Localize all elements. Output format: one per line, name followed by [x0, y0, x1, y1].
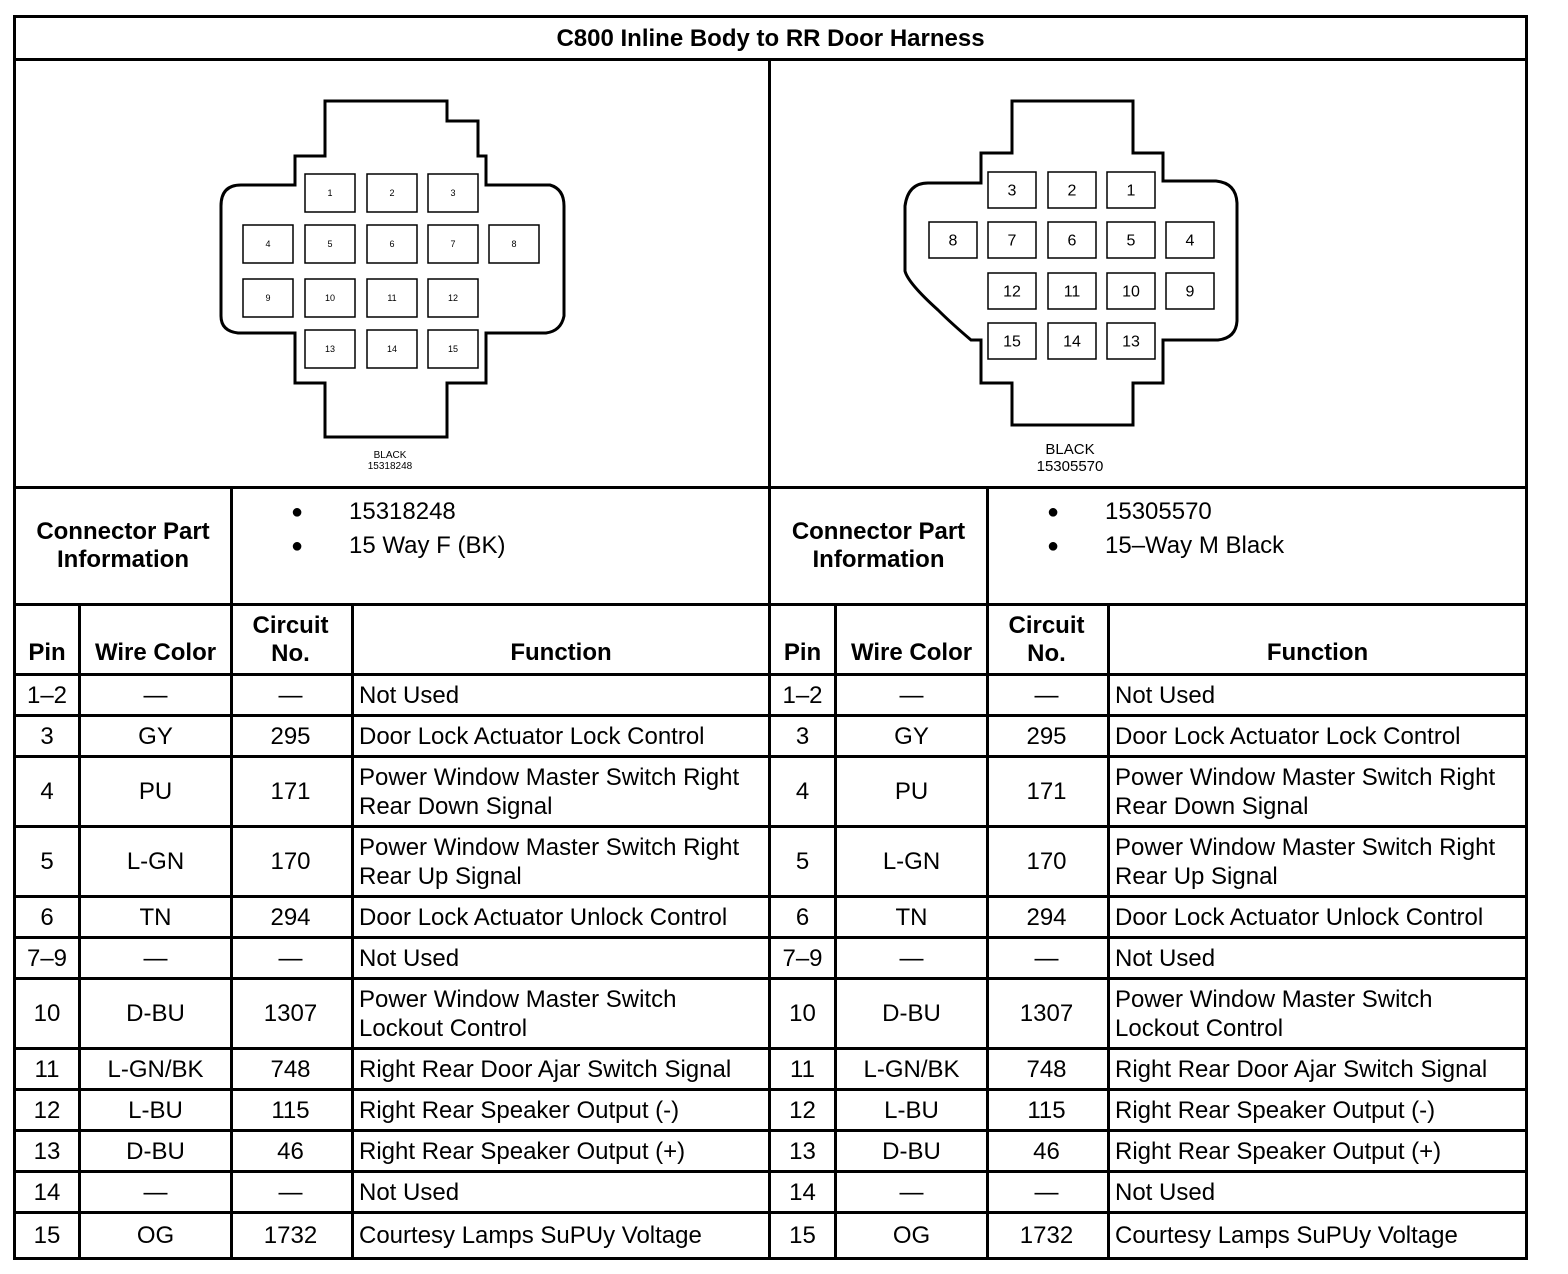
right-pin-number: 14 — [1063, 333, 1081, 351]
cell-function — [1110, 1050, 1525, 1088]
cell-function — [354, 898, 768, 936]
cell-pin: 10 — [789, 1000, 816, 1027]
left-pin-number: 1 — [327, 188, 333, 199]
cell-wire-color: D-BU — [882, 1137, 941, 1165]
cell-function — [354, 939, 768, 977]
cell-wire-color: TN — [139, 903, 172, 931]
function-line: Courtesy Lamps SuPUy Voltage — [359, 1222, 702, 1249]
left-connector-diagram — [16, 61, 768, 486]
cell-wire-color: — — [899, 681, 924, 709]
function-line: Right Rear Speaker Output (-) — [1115, 1096, 1436, 1124]
cell-wire-color: OG — [136, 1222, 175, 1249]
cell-wire-color: D-BU — [882, 1000, 941, 1027]
left-pin-number: 4 — [265, 239, 271, 250]
header-circuit — [230, 606, 351, 673]
cell-wire-color: TN — [895, 903, 928, 931]
page-title: C800 Inline Body to RR Door Harness — [556, 25, 985, 52]
function-line: Rear Down Signal — [359, 792, 553, 820]
left-pin-number: 11 — [387, 293, 397, 304]
bullet-icon: ● — [291, 534, 304, 557]
right-connector-diagram — [771, 61, 1525, 486]
bullet-icon: ● — [291, 500, 304, 523]
cell-pin: 4 — [40, 778, 54, 805]
right-pin-number: 4 — [1185, 232, 1195, 250]
cell-wire-color: L-BU — [884, 1096, 939, 1124]
left-cpi-item: ● 15 Way F (BK) — [233, 529, 763, 563]
cell-wire-color: L-GN/BK — [863, 1055, 960, 1083]
cell-pin: 6 — [795, 903, 810, 931]
cell-wire-color: D-BU — [126, 1137, 185, 1165]
cell-circuit: — — [1034, 681, 1059, 709]
cell-function — [354, 828, 768, 895]
cell-pin: 15 — [789, 1222, 816, 1249]
cell-pin: 15 — [33, 1222, 61, 1249]
function-line: Not Used — [359, 681, 460, 709]
left-pin-number: 15 — [447, 344, 459, 355]
cell-circuit: 295 — [1026, 722, 1067, 750]
cell-pin: 13 — [789, 1137, 816, 1165]
left-connector-part-label: 15318248 — [367, 461, 413, 472]
left-pin-number: 6 — [389, 239, 395, 250]
cell-pin: 5 — [795, 848, 810, 875]
right-connector-drawing — [771, 61, 1525, 486]
cell-pin: 10 — [33, 1000, 61, 1027]
function-line: Rear Up Signal — [359, 862, 522, 890]
cell-circuit: 294 — [1026, 903, 1067, 931]
cell-function — [354, 1173, 768, 1211]
cell-circuit: — — [278, 681, 303, 709]
function-line: Door Lock Actuator Unlock Control — [359, 903, 728, 931]
cell-wire-color: D-BU — [126, 1000, 185, 1027]
left-cpi-label: Connector Part Information — [36, 518, 210, 573]
cell-pin: 3 — [795, 722, 810, 750]
function-line: Power Window Master Switch Right — [1115, 763, 1496, 791]
function-line: Not Used — [359, 944, 460, 972]
function-line: Power Window Master Switch — [1115, 985, 1433, 1013]
header-pin: Pin — [783, 639, 822, 666]
right-pin-number: 12 — [1003, 283, 1021, 301]
cell-function — [1110, 1091, 1525, 1129]
right-connector-part-label: 15305570 — [1036, 458, 1104, 475]
cell-pin: 5 — [40, 848, 54, 875]
function-line: Not Used — [1115, 944, 1216, 972]
right-connector-color-label: BLACK — [1045, 441, 1095, 458]
right-cpi-item: ● 15305570 — [989, 495, 1519, 529]
function-line: Power Window Master Switch — [359, 985, 677, 1013]
left-pin-number: 10 — [324, 293, 336, 304]
function-line: Power Window Master Switch Right — [1115, 833, 1496, 861]
left-pin-number: 12 — [447, 293, 459, 304]
left-cpi-list — [233, 495, 763, 563]
cell-wire-color: — — [899, 944, 924, 972]
cell-circuit: — — [278, 944, 303, 972]
right-pin-number: 9 — [1185, 283, 1195, 301]
cell-circuit: 171 — [1026, 778, 1067, 805]
function-line: Right Rear Door Ajar Switch Signal — [359, 1055, 732, 1083]
cell-pin: 7–9 — [782, 944, 823, 972]
bullet-icon: ● — [1047, 500, 1060, 523]
cell-pin: 11 — [790, 1055, 815, 1083]
function-line: Not Used — [1115, 1178, 1216, 1206]
cell-wire-color: OG — [892, 1222, 931, 1249]
cell-pin: 13 — [33, 1137, 61, 1165]
cell-pin: 1–2 — [782, 681, 823, 709]
function-line: Rear Up Signal — [1115, 862, 1278, 890]
right-pin-number: 6 — [1067, 232, 1077, 250]
function-line: Courtesy Lamps SuPUy Voltage — [1115, 1222, 1458, 1249]
cell-circuit: 115 — [1027, 1096, 1066, 1124]
cell-function — [1110, 1173, 1525, 1211]
left-pin-number: 14 — [386, 344, 398, 355]
function-line: Right Rear Speaker Output (+) — [359, 1137, 686, 1165]
left-pin-number: 8 — [511, 239, 517, 250]
right-pin-number: 8 — [948, 232, 958, 250]
header-wire-color: Wire Color — [94, 639, 217, 666]
cell-wire-color: — — [143, 681, 168, 709]
cell-circuit: 295 — [270, 722, 311, 750]
cell-pin: 4 — [795, 778, 810, 805]
cell-circuit: 46 — [1033, 1137, 1060, 1165]
cell-function — [354, 676, 768, 714]
right-pin-number: 5 — [1126, 232, 1136, 250]
left-connector-drawing — [16, 61, 768, 486]
cell-wire-color: — — [143, 944, 168, 972]
header-circuit-line1: Circuit — [252, 611, 329, 639]
left-connector-outline — [221, 101, 564, 437]
function-line: Right Rear Speaker Output (-) — [359, 1096, 680, 1124]
cell-wire-color: L-BU — [128, 1096, 183, 1124]
function-line: Not Used — [359, 1178, 460, 1206]
cell-circuit: 748 — [1026, 1055, 1067, 1083]
right-cpi-item: ● 15–Way M Black — [989, 529, 1519, 563]
cell-function — [354, 717, 768, 755]
function-line: Door Lock Actuator Lock Control — [359, 722, 705, 750]
cell-wire-color: L-GN/BK — [107, 1055, 204, 1083]
cell-pin: 1–2 — [26, 681, 68, 709]
right-cpi-label: Connector Part Information — [791, 518, 966, 573]
cell-circuit: 1732 — [263, 1222, 318, 1249]
cell-function — [354, 1132, 768, 1170]
left-pin-number: 5 — [327, 239, 333, 250]
cell-function — [1110, 939, 1525, 977]
cell-function — [354, 1050, 768, 1088]
header-wire-color: Wire Color — [850, 639, 973, 666]
cell-circuit: — — [1034, 1178, 1059, 1206]
right-pin-number: 11 — [1063, 283, 1081, 301]
cell-circuit: 1732 — [1019, 1222, 1074, 1249]
cell-pin: 14 — [789, 1178, 816, 1206]
left-pin-number: 3 — [450, 188, 456, 199]
right-pin-number: 2 — [1067, 182, 1077, 200]
header-circuit-line2: No. — [1027, 639, 1066, 667]
cell-wire-color: PU — [894, 778, 929, 805]
left-pin-number: 7 — [450, 239, 456, 250]
cell-function — [354, 980, 768, 1047]
cell-function — [354, 1214, 768, 1257]
cell-function — [354, 758, 768, 825]
cell-wire-color: L-GN — [882, 848, 941, 875]
cell-pin: 12 — [33, 1096, 61, 1124]
cell-pin: 3 — [40, 722, 54, 750]
function-line: Power Window Master Switch Right — [359, 833, 740, 861]
cell-function — [1110, 1214, 1525, 1257]
cell-circuit: 748 — [270, 1055, 311, 1083]
cell-function — [1110, 676, 1525, 714]
header-circuit-line2: No. — [271, 639, 310, 667]
right-pin-number: 3 — [1007, 182, 1017, 200]
cell-function — [1110, 1132, 1525, 1170]
cell-circuit: 1307 — [263, 1000, 318, 1027]
function-line: Rear Down Signal — [1115, 792, 1309, 820]
right-connector-outline — [905, 101, 1237, 425]
cell-circuit: — — [278, 1178, 303, 1206]
right-cpi-list — [989, 495, 1519, 563]
cell-circuit: 170 — [1026, 848, 1067, 875]
function-line: Door Lock Actuator Unlock Control — [1115, 903, 1484, 931]
header-pin: Pin — [28, 639, 66, 666]
right-pin-number: 1 — [1126, 182, 1136, 200]
cell-function — [1110, 898, 1525, 936]
function-line: Power Window Master Switch Right — [359, 763, 740, 791]
function-line: Right Rear Door Ajar Switch Signal — [1115, 1055, 1488, 1083]
header-circuit-line1: Circuit — [1008, 611, 1085, 639]
function-line: Door Lock Actuator Lock Control — [1115, 722, 1461, 750]
cell-function — [1110, 717, 1525, 755]
header-circuit — [986, 606, 1107, 673]
cell-pin: 14 — [33, 1178, 61, 1206]
cell-function — [354, 1091, 768, 1129]
left-pin-number: 2 — [389, 188, 395, 199]
left-pin-number: 9 — [265, 293, 271, 304]
header-function: Function — [1266, 639, 1369, 666]
cell-circuit: — — [1034, 944, 1059, 972]
cell-wire-color: L-GN — [126, 848, 185, 875]
cell-function — [1110, 828, 1525, 895]
cell-wire-color: — — [143, 1178, 168, 1206]
cell-function — [1110, 758, 1525, 825]
left-cpi-item: ● 15318248 — [233, 495, 763, 529]
cell-pin: 11 — [34, 1055, 60, 1083]
right-pin-number: 7 — [1007, 232, 1017, 250]
cell-pin: 6 — [40, 903, 54, 931]
cell-pin: 7–9 — [26, 944, 68, 972]
cell-circuit: 1307 — [1019, 1000, 1074, 1027]
cell-circuit: 46 — [277, 1137, 304, 1165]
left-connector-color-label: BLACK — [373, 450, 407, 461]
header-function: Function — [510, 639, 612, 666]
cell-wire-color: — — [899, 1178, 924, 1206]
cell-wire-color: GY — [138, 722, 173, 750]
function-line: Lockout Control — [359, 1014, 528, 1042]
right-pin-number: 13 — [1122, 333, 1140, 351]
cell-function — [1110, 980, 1525, 1047]
cell-circuit: 170 — [270, 848, 311, 875]
right-pin-number: 15 — [1003, 333, 1021, 351]
cell-pin: 12 — [789, 1096, 816, 1124]
function-line: Lockout Control — [1115, 1014, 1284, 1042]
cell-circuit: 294 — [270, 903, 311, 931]
function-line: Not Used — [1115, 681, 1216, 709]
bullet-icon: ● — [1047, 534, 1060, 557]
function-line: Right Rear Speaker Output (+) — [1115, 1137, 1442, 1165]
cell-circuit: 171 — [270, 778, 311, 805]
right-pin-number: 10 — [1122, 283, 1140, 301]
cell-wire-color: PU — [138, 778, 173, 805]
cell-wire-color: GY — [894, 722, 929, 750]
cell-circuit: 115 — [271, 1096, 310, 1124]
left-pin-number: 13 — [324, 344, 336, 355]
